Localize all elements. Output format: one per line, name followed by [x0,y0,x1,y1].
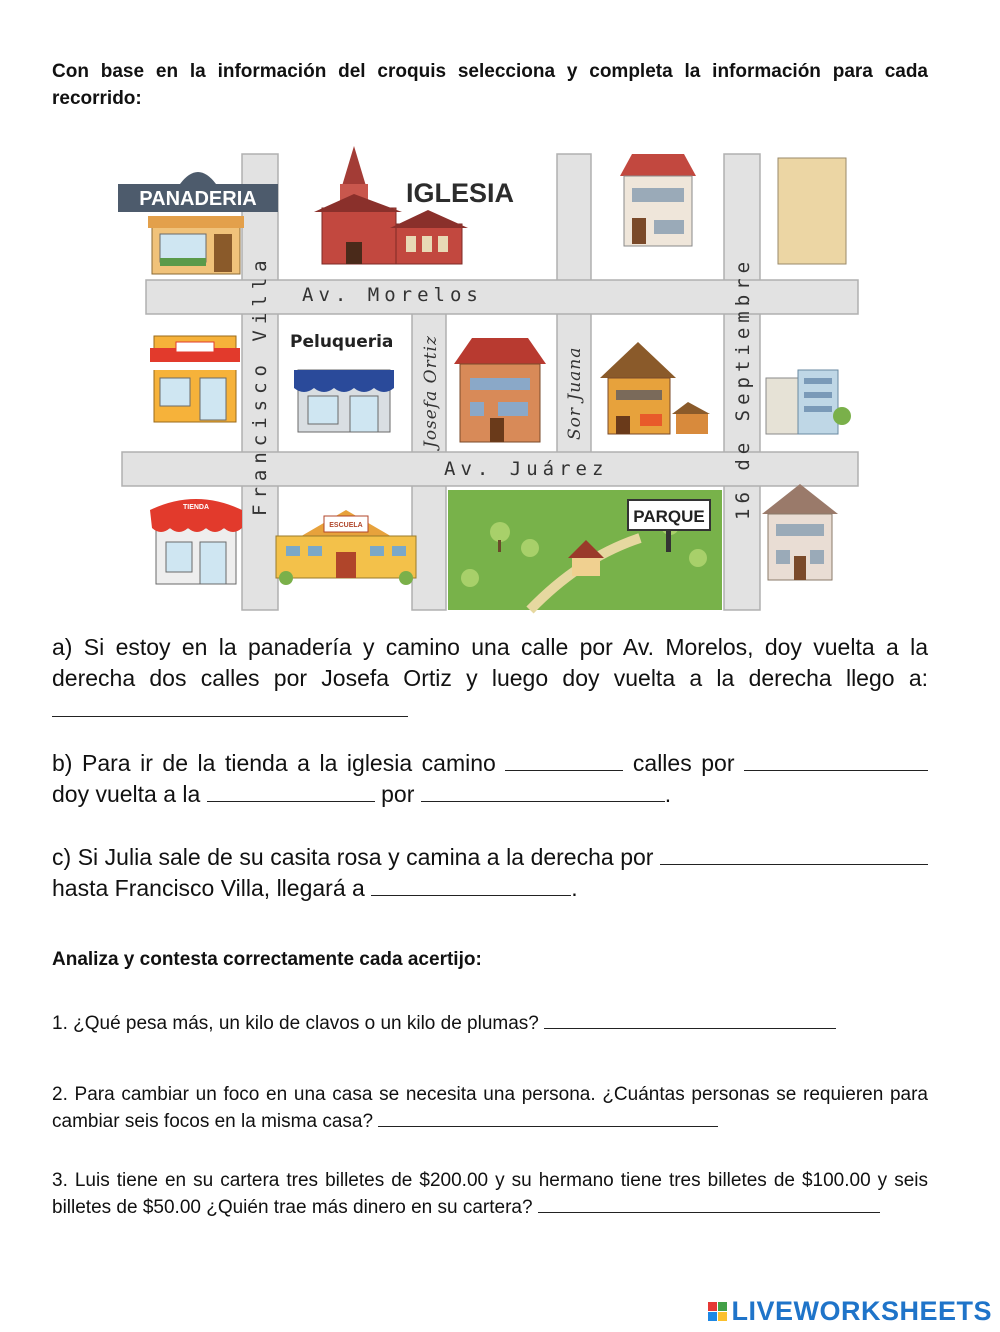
label-av-morelos: Av. Morelos [302,284,483,306]
riddle-3-text: 3. Luis tiene en su cartera tres billetes de $200.00 y su hermano tiene tres billetes de $100.00 y seis billetes de $50.00 ¿Quién trae más dinero en su cartera? [52,1170,928,1218]
peluqueria-sign: Peluqueria [290,332,394,352]
riddle-3-answer[interactable] [538,1194,880,1213]
question-c-part2: hasta Francisco Villa, llegará a [52,875,365,901]
instructions-top: Con base en la información del croquis selecciona y completa la información para cada recorrido: [52,61,928,109]
tienda-building [150,499,242,584]
escuela-sign: ESCUELA [329,522,363,529]
peluqueria-building [290,332,394,432]
parque-area [448,490,722,610]
answer-b-blank-2[interactable] [744,748,928,771]
riddle-2 [52,1082,928,1135]
question-b-part4: por [381,781,415,807]
liveworksheets-text: LIVEWORKSHEETS [731,1295,992,1326]
riddle-2-answer[interactable] [378,1108,718,1127]
iglesia-sign: IGLESIA [406,178,515,208]
street-map [110,138,872,614]
label-francisco-villa: Francisco Villa [249,254,271,516]
riddle-3 [52,1168,928,1221]
question-b-part5: . [664,781,672,807]
question-b-part2: calles por [632,750,735,776]
question-c-part3: . [571,875,578,901]
building-left-middle [150,336,240,422]
label-josefa-ortiz: Josefa Ortiz [421,335,441,448]
tienda-sign: TIENDA [182,504,210,511]
answer-c-blank-2[interactable] [371,873,571,896]
label-16-septiembre: 16 de Septiembre [732,256,754,520]
answer-b-blank-4[interactable] [421,779,665,802]
empty-lot [778,158,846,264]
question-c [52,842,928,904]
parque-sign: PARQUE [633,507,705,526]
riddle-2-text: 2. Para cambiar un foco en una casa se necesita una persona. ¿Cuántas personas se requieren para cambiar seis focos en la misma casa? [52,1084,928,1132]
house-brown [454,338,546,442]
question-b [52,748,928,810]
instructions-riddles: Analiza y contesta correctamente cada acertijo: [52,949,482,970]
house-top-right [620,154,696,246]
answer-b-blank-3[interactable] [207,779,375,802]
question-b-part3: doy vuelta a la [52,781,201,807]
label-av-juarez: Av. Juárez [444,458,609,480]
answer-b-blank-1[interactable] [505,748,623,771]
riddle-1 [52,1010,928,1037]
question-c-part1: c) Si Julia sale de su casita rosa y camina a la derecha por [52,844,654,870]
label-sor-juana: Sor Juana [565,346,585,440]
answer-a-blank[interactable] [52,694,408,717]
question-b-part1: b) Para ir de la tienda a la iglesia camino [52,750,496,776]
question-a [52,632,928,725]
question-a-text: a) Si estoy en la panadería y camino una calle por Av. Morelos, doy vuelta a la derecha dos calles por Josefa Ortiz y luego doy vuelta a la derecha llego a: [52,634,928,691]
panaderia-sign: PANADERIA [139,188,257,210]
riddle-1-answer[interactable] [544,1010,836,1029]
riddle-1-text: 1. ¿Qué pesa más, un kilo de clavos o un kilo de plumas? [52,1013,539,1034]
answer-c-blank-1[interactable] [660,842,928,865]
building-right-middle [766,370,851,434]
liveworksheets-logo-icon [708,1302,727,1321]
liveworksheets-brand [708,1296,992,1326]
